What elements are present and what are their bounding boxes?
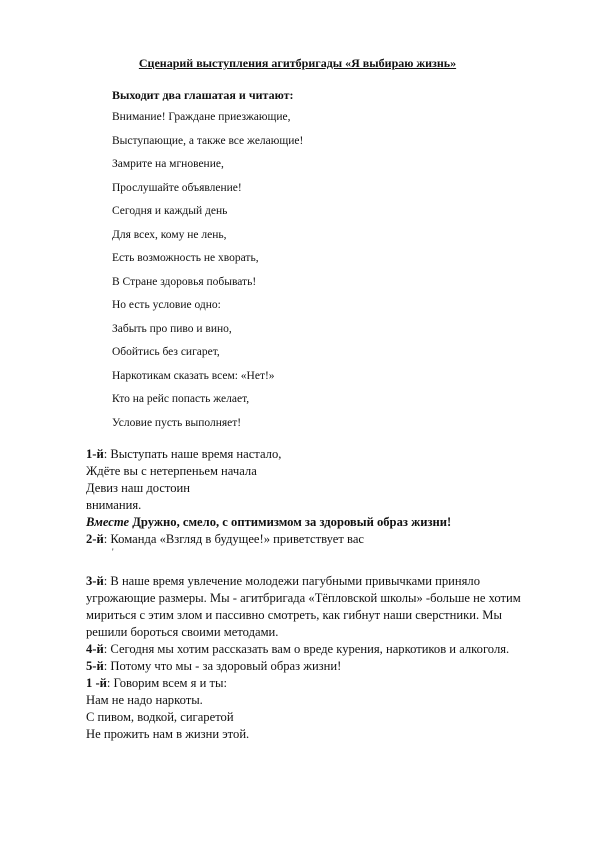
intro-heading: Выходит два глашатая и читают: (112, 88, 294, 102)
verse-line: С пивом, водкой, сигаретой (86, 710, 234, 724)
speaker-2-line (86, 531, 526, 548)
speaker-label: 4-й (86, 642, 104, 656)
verse-line: Обойтись без сигарет, (112, 346, 220, 358)
speaker-label: 2-й (86, 532, 104, 546)
speaker-label: 3-й (86, 574, 104, 588)
speaker-label: 5-й (86, 659, 104, 673)
spacer (86, 558, 526, 573)
document-title: Сценарий выступления агитбригады «Я выбираю жизнь» (138, 56, 457, 70)
speaker-label: 1 -й (86, 676, 107, 690)
verse-line: внимания. (86, 498, 142, 512)
verse-line: Нам не надо наркоты. (86, 693, 203, 707)
verse-line: Выступающие, а также все желающие! (112, 134, 304, 147)
speaker-label: Вместе (86, 515, 130, 529)
verse-line: В Стране здоровья побывать! (112, 275, 257, 288)
speaker-3-line (86, 573, 526, 641)
verse-line: Ждёте вы с нетерпеньем начала (86, 464, 257, 478)
speaker-label: 1-й (86, 447, 104, 461)
verse-line: Есть возможность не хворать, (112, 252, 259, 264)
dialog-section (86, 446, 526, 743)
together-line (86, 514, 526, 531)
speaker-4-line (86, 641, 526, 658)
speaker-text: : В наше время увлечение молодежи пагубными привычками приняло угрожающие размеры. Мы - агитбригада «Тёпловской школы» -больше не хотим мириться с этим злом и пассивно смотреть, как гибнут наши сверстники. Мы решили бороться своими методами. (86, 574, 521, 639)
verse-line: Сегодня и каждый день (112, 205, 228, 217)
speaker-text: : Выступать наше время настало, (103, 447, 282, 461)
speaker-1-repeat-line (86, 675, 526, 692)
verse-line: Девиз наш достоин (86, 481, 191, 495)
heralds-verse (112, 110, 303, 439)
speaker-text: Дружно, смело, с оптимизмом за здоровый образ жизни! (129, 515, 452, 529)
speaker-text: : Команда «Взгляд в будущее!» приветствует вас (103, 532, 364, 546)
speaker-text: : Говорим всем я и ты: (106, 676, 227, 690)
speaker-5-line (86, 658, 526, 675)
verse-line: Наркотикам сказать всем: «Нет!» (112, 369, 275, 382)
speaker-text: : Сегодня мы хотим рассказать вам о вреде курения, наркотиков и алкоголя. (103, 642, 510, 656)
speaker-text: : Потому что мы - за здоровый образ жизни! (103, 659, 342, 673)
stray-mark: ' (112, 547, 114, 557)
verse-line: Внимание! Граждане приезжающие, (112, 111, 291, 123)
speaker-1-line (86, 446, 526, 463)
verse-line: Не прожить нам в жизни этой. (86, 727, 250, 741)
verse-line: Забыть про пиво и вино, (112, 322, 232, 335)
verse-line: Но есть условие одно: (112, 299, 221, 311)
verse-line: Для всех, кому не лень, (112, 228, 227, 241)
verse-line: Замрите на мгновение, (112, 158, 224, 170)
verse-line: Условие пусть выполняет! (112, 416, 242, 429)
verse-line: Кто на рейс попасть желает, (112, 393, 250, 405)
verse-line: Прослушайте объявление! (112, 181, 242, 194)
